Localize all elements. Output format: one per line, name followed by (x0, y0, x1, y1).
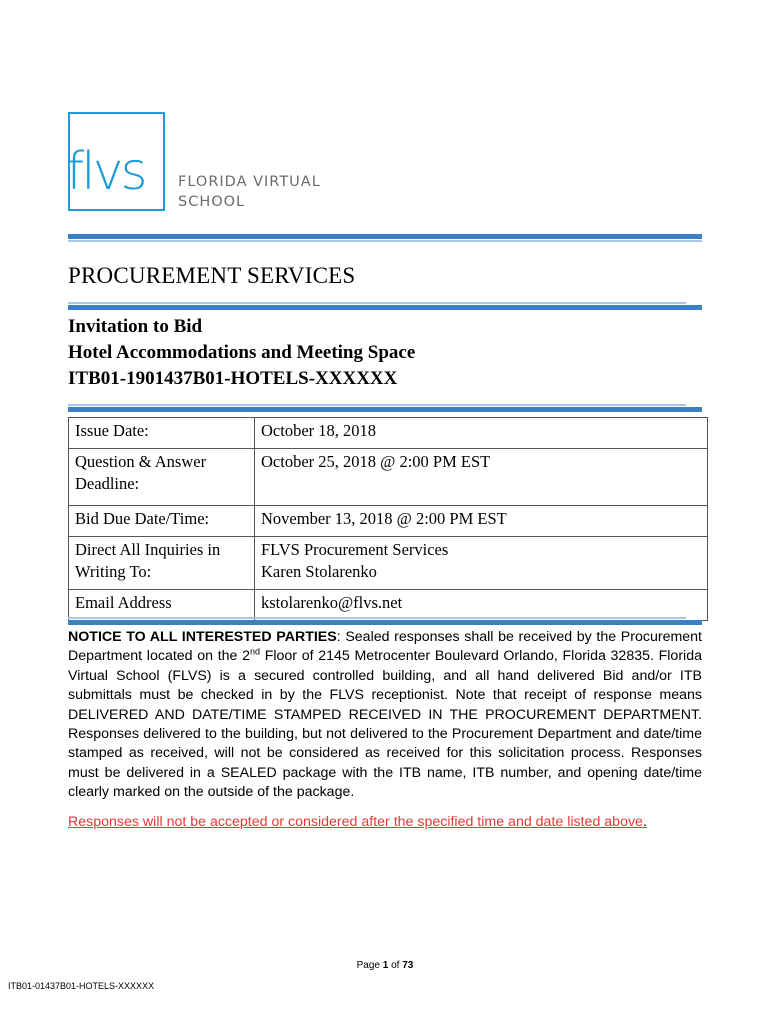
email-value[interactable]: kstolarenko@flvs.net (255, 590, 708, 621)
warning-text: Responses will not be accepted or considered after the specified time and date listed above (68, 814, 643, 830)
warning-period: . (642, 814, 647, 830)
row-value: October 25, 2018 @ 2:00 PM EST (255, 449, 708, 506)
organization-name (178, 172, 321, 212)
deadline-warning (68, 814, 647, 830)
row-value (255, 537, 708, 590)
notice-text-2: Floor of 2145 Metrocenter Boulevard Orlando, Florida 32835. Florida Virtual School (FLVS) is a secured controlled building, and all hand delivered Bid and/or ITB submittals must be checked in by the FLVS receptionist. Note that receipt of response means DELIVERED AND DATE/TIME STAMPED RECEIVED IN THE PROCUREMENT DEPARTMENT. Responses delivered to the building, but not delivered to the Procurement Department and date/time stamped as received, will not be considered as received for this solicitation process. Responses must be delivered in a SEALED package with the ITB name, ITB number, and opening date/time clearly marked on the outside of the package. (68, 648, 702, 801)
org-line-2: SCHOOL (178, 194, 246, 210)
notice-lead: NOTICE TO ALL INTERESTED PARTIES (68, 629, 337, 645)
table-bottom-rule (68, 617, 702, 625)
notice-text-1: : Sealed responses shall be received by the Procurement Department located on the 2 (68, 629, 703, 665)
org-line-1: FLORIDA VIRTUAL (178, 174, 321, 190)
page-number (0, 960, 770, 971)
row-label: Bid Due Date/Time: (69, 506, 255, 537)
bid-info-table (68, 417, 708, 621)
row-value: October 18, 2018 (255, 418, 708, 449)
table-row (69, 537, 708, 590)
page-of: of (388, 960, 403, 971)
table-row (69, 590, 708, 621)
inquiry-department: FLVS Procurement Services (261, 540, 449, 559)
table-row (69, 418, 708, 449)
header-rule (68, 234, 702, 242)
title-rule (68, 302, 702, 310)
table-row (69, 506, 708, 537)
inquiry-contact: Karen Stolarenko (261, 562, 377, 581)
row-label: Question & Answer Deadline: (69, 449, 255, 506)
notice-paragraph (68, 628, 702, 803)
row-label: Email Address (69, 590, 255, 621)
table-row (69, 449, 708, 506)
row-label: Issue Date: (69, 418, 255, 449)
heading-project: Hotel Accommodations and Meeting Space (68, 342, 416, 363)
row-label: Direct All Inquiries in Writing To: (69, 537, 255, 590)
page-prefix: Page (356, 960, 383, 971)
page-total: 73 (402, 960, 414, 971)
heading-invitation: Invitation to Bid (68, 316, 203, 337)
page-current: 1 (382, 960, 389, 971)
notice-superscript: nd (250, 646, 261, 657)
table-top-rule (68, 404, 702, 412)
footer-document-id: ITB01-01437B01-HOTELS-XXXXXX (8, 981, 155, 991)
page-title: PROCUREMENT SERVICES (68, 263, 356, 288)
heading-itb-number: ITB01-1901437B01-HOTELS-XXXXXX (68, 368, 398, 389)
row-value: November 13, 2018 @ 2:00 PM EST (255, 506, 708, 537)
flvs-logo: flvs (66, 142, 145, 202)
